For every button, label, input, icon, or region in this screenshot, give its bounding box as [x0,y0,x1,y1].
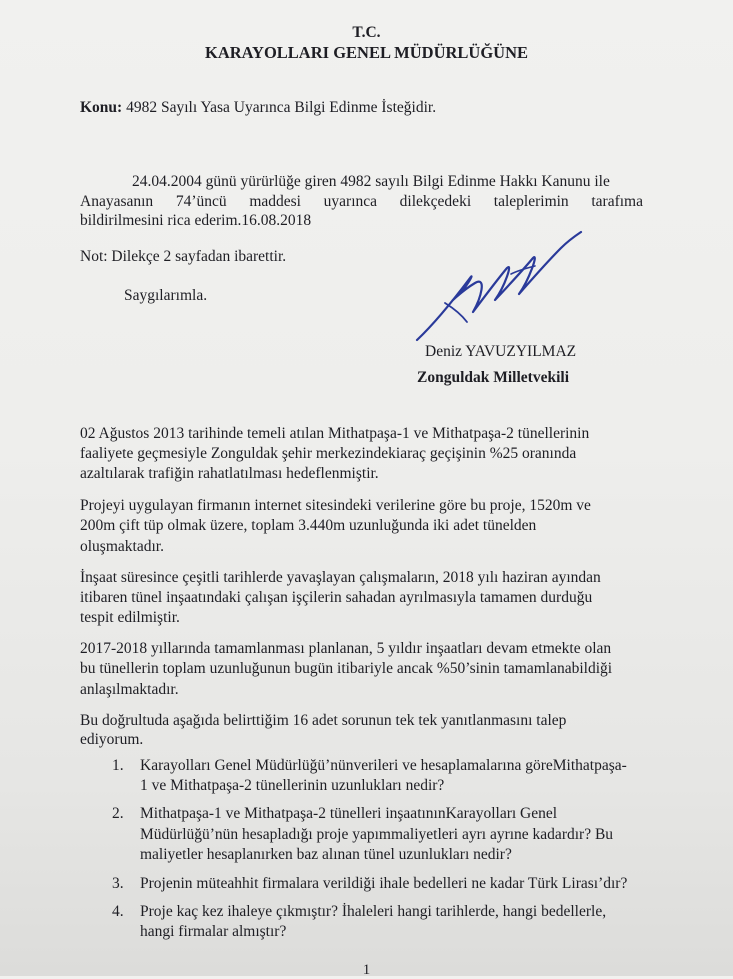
subject-label: Konu: [80,99,123,116]
question-1-line-1: Karayolları Genel Müdürlüğü’nünverileri ve hesaplamalarına göreMithatpaşa- [140,757,627,774]
question-4-line-2: hangi firmalar almıştır? [140,923,287,940]
note-line: Not: Dilekçe 2 sayfadan ibarettir. [80,248,287,265]
header-recipient: KARAYOLLARI GENEL MÜDÜRLÜĞÜNE [204,43,528,62]
question-3-line-1: Projenin müteahhit firmalara verildiği ihale bedelleri ne kadar Türk Lirası’dır? [140,875,628,892]
closing-line: Saygılarımla. [124,287,208,304]
subject-line [80,99,436,117]
paragraph-1-line-2: faaliyete geçmesiyle Zonguldak şehir merkezindekiaraç geçişinin %25 oranında [80,445,577,462]
paragraph-1-line-1: 02 Ağustos 2013 tarihinde temeli atılan Mithatpaşa-1 ve Mithatpaşa-2 tünellerinin [80,425,590,442]
paragraph-2-line-3: oluşmaktadır. [80,538,164,555]
paragraph-2-line-1: Projeyi uygulayan firmanın internet sitesindeki verilerine göre bu proje, 1520m ve [80,497,591,514]
paragraph-5-line-2: ediyorum. [80,731,144,748]
paragraph-3-line-2: itibaren tünel inşaatındaki çalışan işçilerin sahadan ayrılmasıyla tamamen durduğu [80,589,593,606]
page-number: 1 [362,962,371,978]
question-4-line-1: Proje kaç kez ihaleye çıkmıştır? İhaleleri hangi tarihlerde, hangi bedellerle, [140,903,607,920]
paragraph-4-line-1: 2017-2018 yıllarında tamamlanması planlanan, 5 yıldır inşaatları devam etmekte olan [80,640,612,657]
signer-name: Deniz YAVUZYILMAZ [425,343,577,360]
signer-title: Zonguldak Milletvekili [417,369,570,386]
question-3-number: 3. [112,875,124,892]
paragraph-5-line-1: Bu doğrultuda aşağıda belirttiğim 16 adet sorunun tek tek yanıtlanmasını talep [80,712,567,729]
question-2-line-2: Müdürlüğü’nün hesapladığı proje yapımmaliyetleri ayrı ayrıne kadardır? Bu [140,826,614,843]
handwritten-signature [415,228,585,348]
paragraph-1-line-3: azaltılarak trafiğin rahatlatılması hedeflenmiştir. [80,465,379,482]
request-line-2: Anayasanın 74’üncü maddesi uyarınca dilekçedeki taleplerimin tarafıma [80,193,643,210]
paragraph-3-line-3: tespit edilmiştir. [80,609,180,626]
paragraph-3-line-1: İnşaat süresince çeşitli tarihlerde yavaşlayan çalışmaların, 2018 yılı haziran ayından [80,569,601,586]
question-2-line-3: maliyetler hesaplanırken baz alınan tünel uzunlukları nedir? [140,846,512,863]
question-1-number: 1. [112,757,124,774]
question-2-number: 2. [112,805,124,822]
paragraph-4-line-2: bu tünellerin toplam uzunluğunun bugün itibariyle ancak %50’sinin tamamlanabildiği [80,660,613,677]
question-4-number: 4. [112,903,124,920]
paragraph-2-line-2: 200m çift tüp olmak üzere, toplam 3.440m uzunluğunda iki adet tünelden [80,517,537,534]
subject-text: 4982 Sayılı Yasa Uyarınca Bilgi Edinme İsteğidir. [122,99,437,116]
request-line-1: 24.04.2004 günü yürürlüğe giren 4982 sayılı Bilgi Edinme Hakkı Kanunu ile [132,173,610,190]
header-tc: T.C. [352,24,381,41]
request-line-3: bildirilmesini rica ederim.16.08.2018 [80,212,312,229]
paragraph-4-line-3: anlaşılmaktadır. [80,681,179,698]
question-2-line-1: Mithatpaşa-1 ve Mithatpaşa-2 tünelleri inşaatınınKarayolları Genel [140,805,558,822]
question-1-line-2: 1 ve Mithatpaşa-2 tünellerinin uzunlukları nedir? [140,777,445,794]
